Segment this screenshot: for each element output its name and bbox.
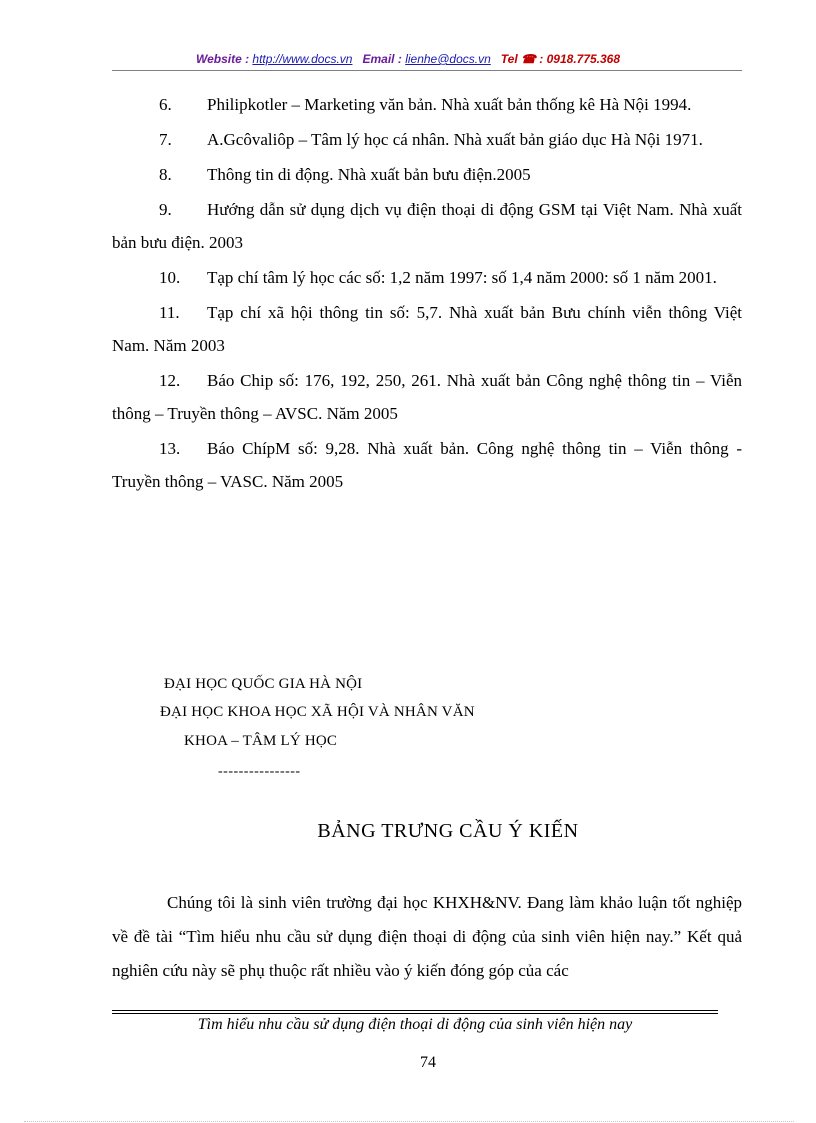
reference-item (112, 432, 742, 498)
website-link[interactable]: http://www.docs.vn (252, 52, 353, 66)
footer-title: Tìm hiểu nhu cầu sử dụng điện thoại di động của sinh viên hiện nay (197, 1016, 633, 1033)
intro-paragraph: Chúng tôi là sinh viên trường đại học KHXH&NV. Đang làm khảo luận tốt nghiệp về đề tài “Tìm hiểu nhu cầu sử dụng điện thoại di động của sinh viên hiện nay.” Kết quả nghiên cứu này sẽ phụ thuộc rất nhiều vào ý kiến đóng góp của các (112, 893, 742, 980)
page-header (0, 52, 816, 66)
reference-item (112, 261, 742, 294)
website-label: Website : (195, 52, 250, 66)
reference-item (112, 364, 742, 430)
reference-text: Báo ChípM số: 9,28. Nhà xuất bản. Công nghệ thông tin – Viễn thông - Truyền thông – VASC. Năm 2005 (112, 439, 742, 491)
page-edge (24, 1121, 794, 1122)
separator-dashes: ---------------- (218, 764, 301, 779)
survey-title: BẢNG TRƯNG CẦU Ý KIẾN (317, 820, 579, 842)
page-number: 74 (420, 1054, 436, 1071)
university-name: ĐẠI HỌC QUỐC GIA HÀ NỘI (164, 676, 363, 692)
email-label: Email : (362, 52, 402, 66)
reference-item (112, 158, 742, 191)
phone-number: Tel ☎ : 0918.775.368 (500, 52, 621, 66)
reference-item (112, 296, 742, 362)
reference-text: Hướng dẫn sử dụng dịch vụ điện thoại di động GSM tại Việt Nam. Nhà xuất bản bưu điện. 2003 (112, 200, 742, 252)
header-rule (112, 70, 742, 71)
reference-item (112, 88, 742, 121)
reference-item (112, 123, 742, 156)
footer-rule-top (112, 1010, 718, 1011)
reference-number: 10. (159, 268, 181, 287)
email-link[interactable]: lienhe@docs.vn (405, 52, 491, 66)
reference-text: Tạp chí tâm lý học các số: 1,2 năm 1997: số 1,4 năm 2000: số 1 năm 2001. (207, 268, 717, 287)
reference-text: Philipkotler – Marketing văn bản. Nhà xuất bản thống kê Hà Nội 1994. (207, 95, 692, 114)
reference-number: 11. (159, 303, 180, 322)
reference-number: 13. (159, 439, 181, 458)
reference-number: 12. (159, 371, 181, 390)
reference-text: Báo Chip số: 176, 192, 250, 261. Nhà xuất bản Công nghệ thông tin – Viễn thông – Truyền thông – AVSC. Năm 2005 (112, 371, 742, 423)
reference-number: 7. (159, 130, 172, 149)
reference-text: Tạp chí xã hội thông tin số: 5,7. Nhà xuất bản Bưu chính viễn thông Việt Nam. Năm 2003 (112, 303, 742, 355)
college-name: ĐẠI HỌC KHOA HỌC XÃ HỘI VÀ NHÂN VĂN (160, 704, 475, 720)
reference-number: 8. (159, 165, 172, 184)
reference-text: Thông tin di động. Nhà xuất bản bưu điện.2005 (207, 165, 531, 184)
reference-text: A.Gcôvaliôp – Tâm lý học cá nhân. Nhà xuất bản giáo dục Hà Nội 1971. (207, 130, 703, 149)
reference-item (112, 193, 742, 259)
footer-rule-bottom (112, 1013, 718, 1014)
reference-list (112, 88, 742, 500)
reference-number: 6. (159, 95, 172, 114)
faculty-name: KHOA – TÂM LÝ HỌC (184, 733, 338, 749)
reference-number: 9. (159, 200, 172, 219)
